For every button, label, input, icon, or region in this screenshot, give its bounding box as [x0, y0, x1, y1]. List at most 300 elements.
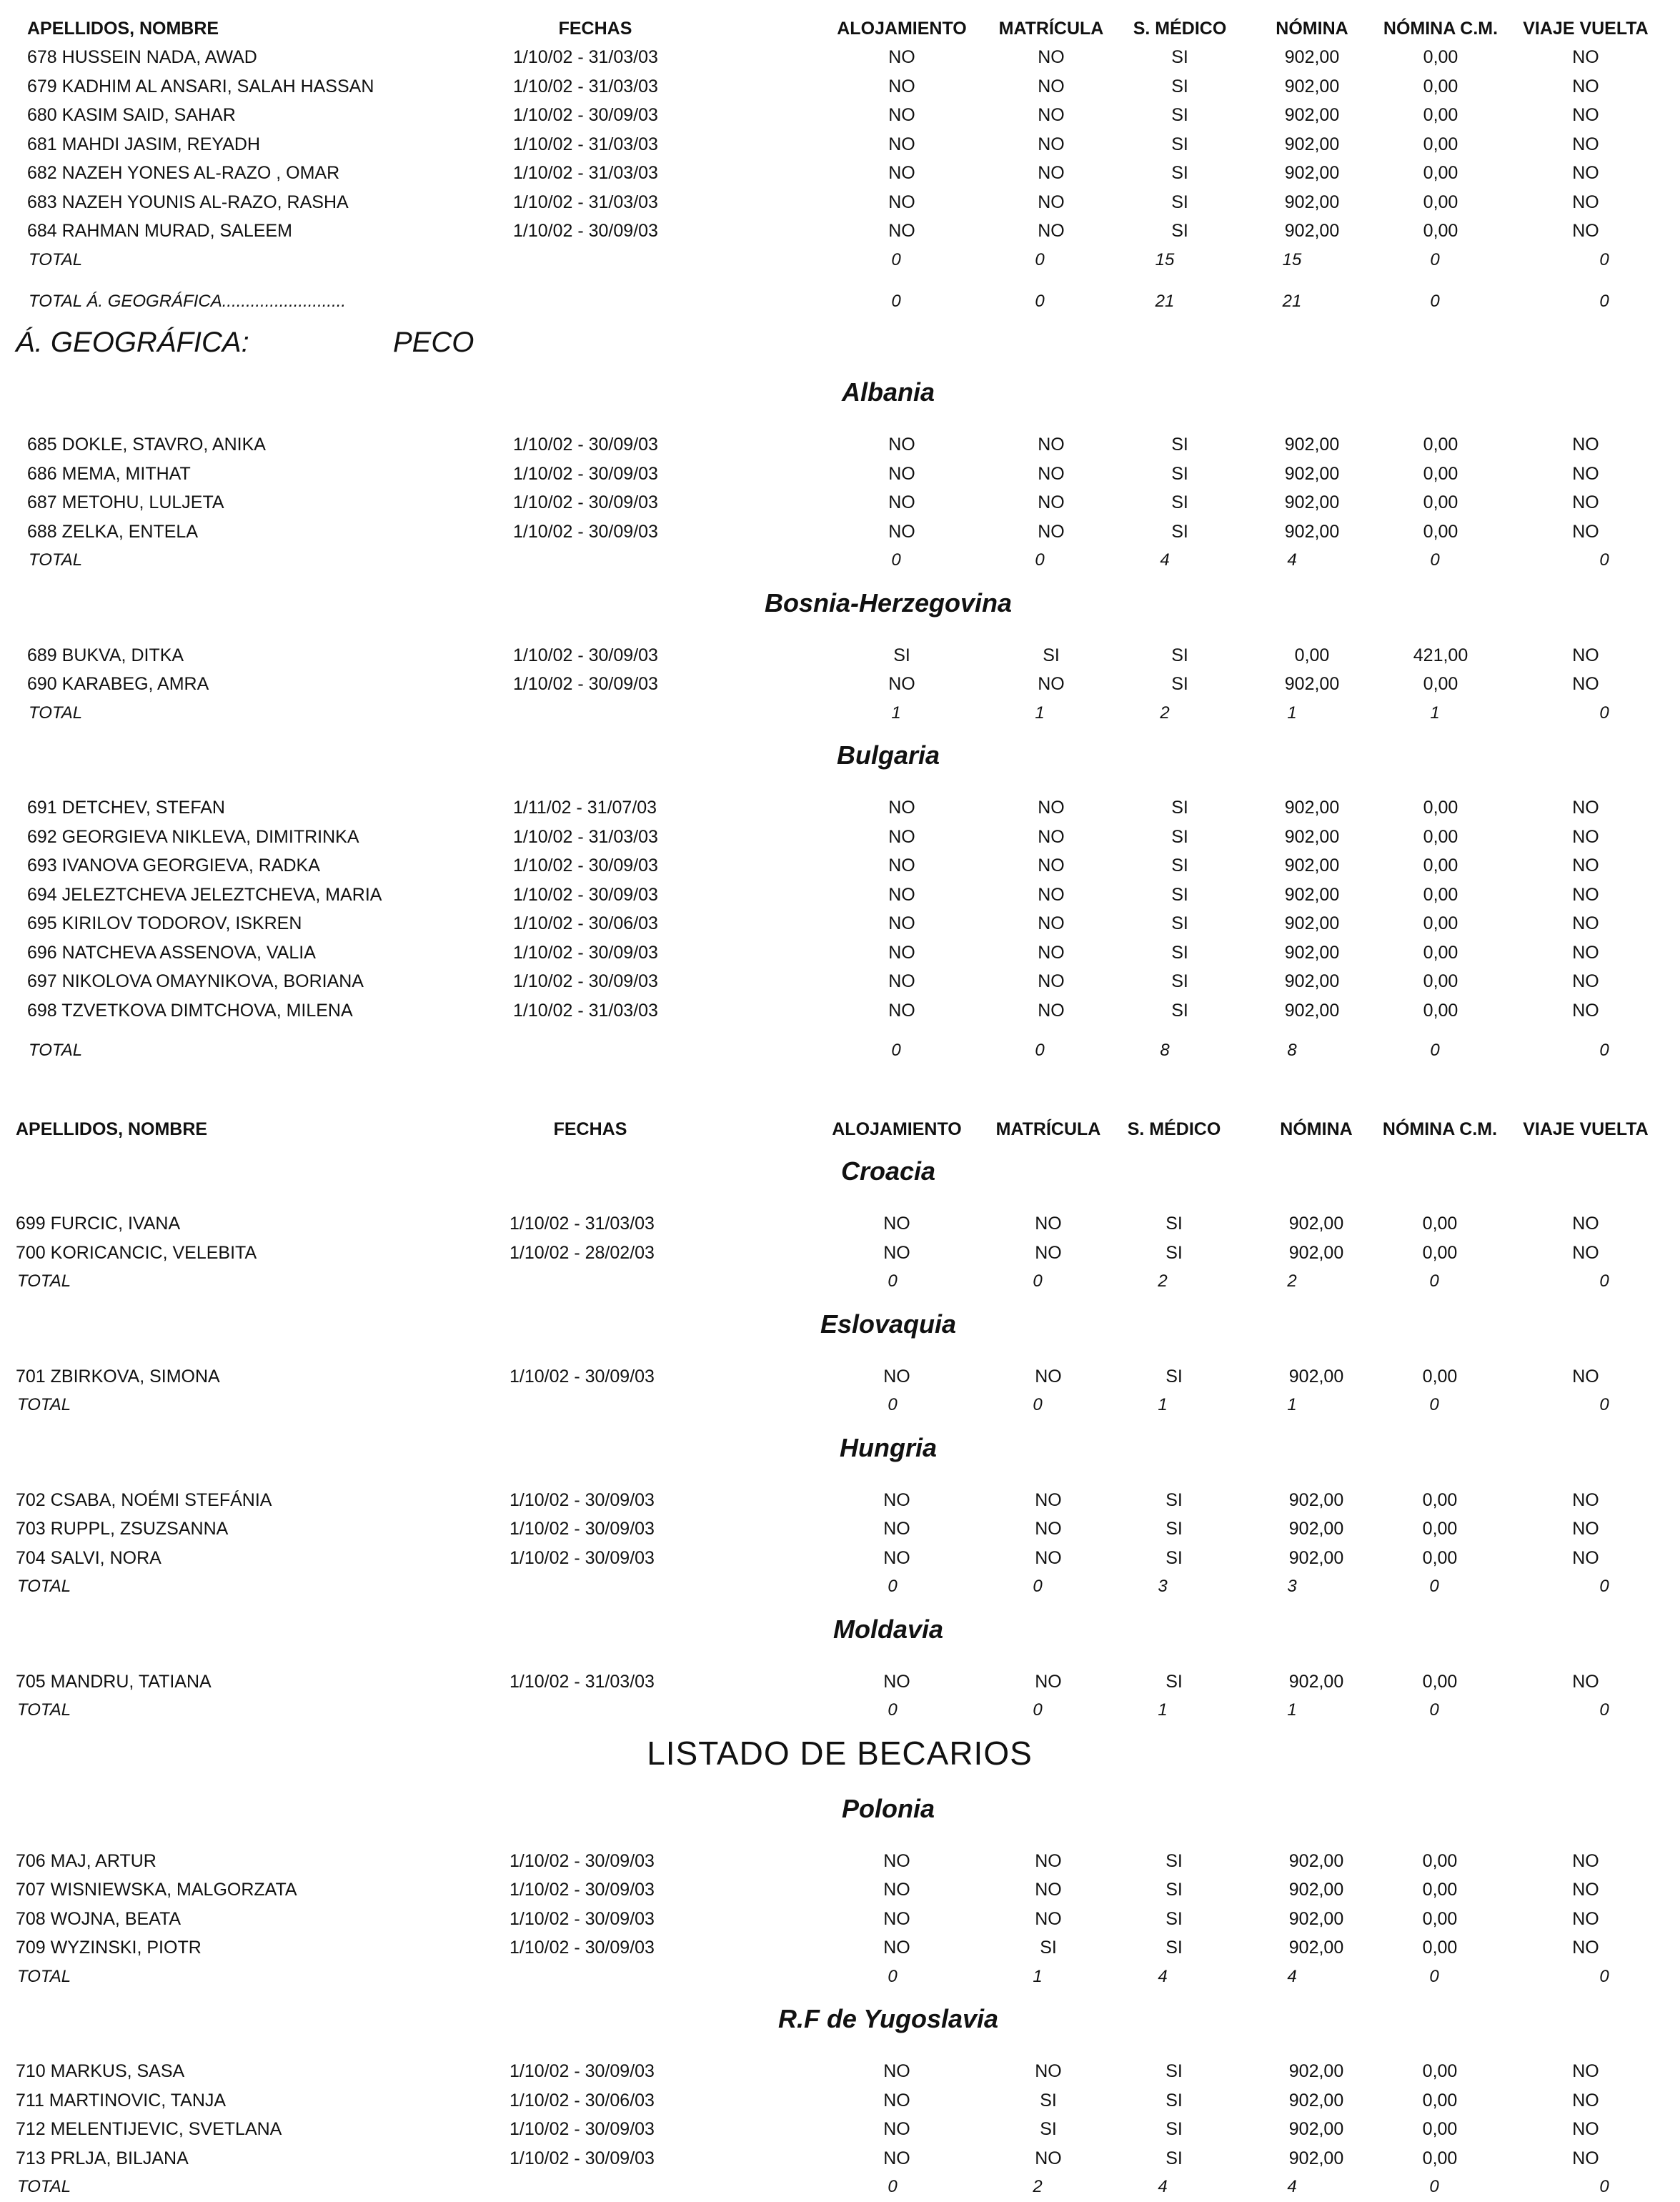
country-heading: [0, 1420, 1680, 1476]
cell-nomina: 902,00: [1288, 2090, 1344, 2111]
total-viaje: 0: [1599, 550, 1609, 570]
total-nomina: 4: [1287, 550, 1297, 570]
scholar-name: 692 GEORGIEVA NIKLEVA, DIMITRINKA: [27, 826, 359, 847]
cell-viaje: NO: [1572, 884, 1599, 905]
header-name: APELLIDOS, NOMBRE: [27, 19, 219, 39]
cell-alojamiento: NO: [883, 1366, 910, 1387]
total-matricula: 0: [1035, 550, 1045, 570]
cell-matricula: NO: [1035, 1366, 1062, 1387]
total-matricula: 0: [1035, 1041, 1045, 1060]
cell-viaje: NO: [1572, 1908, 1599, 1929]
total-nomina-cm: 0: [1429, 1577, 1439, 1596]
cell-viaje: NO: [1572, 798, 1599, 818]
country-name: Bulgaria: [836, 740, 940, 770]
cell-nomina: 902,00: [1284, 855, 1340, 876]
table-row: [0, 430, 1680, 460]
table-row: [0, 909, 1680, 938]
cell-alojamiento: NO: [888, 76, 915, 96]
cell-alojamiento: NO: [883, 1671, 910, 1692]
cell-viaje: NO: [1572, 134, 1599, 154]
header-smedico: S. MÉDICO: [1127, 1119, 1221, 1139]
cell-smedico: SI: [1165, 1214, 1183, 1234]
scholar-name: 712 MELENTIJEVIC, SVETLANA: [16, 2119, 282, 2139]
total-smedico: 4: [1158, 1966, 1168, 1986]
scholar-dates: 1/10/02 - 30/09/03: [510, 1489, 655, 1510]
cell-alojamiento: NO: [888, 105, 915, 125]
spacer: [0, 783, 1680, 793]
country-heading: [0, 1296, 1680, 1352]
scholar-name: 681 MAHDI JASIM, REYADH: [27, 134, 261, 154]
total-smedico: 4: [1158, 2177, 1168, 2196]
cell-matricula: NO: [1035, 1547, 1062, 1568]
countries-list-1: [0, 364, 1680, 1066]
cell-alojamiento: NO: [888, 798, 915, 818]
cell-matricula: SI: [1043, 645, 1060, 665]
cell-nomina: 902,00: [1288, 1214, 1344, 1234]
table-row: [0, 460, 1680, 489]
cell-viaje: NO: [1572, 2090, 1599, 2111]
country-heading: [0, 364, 1680, 420]
total-viaje: 0: [1599, 1700, 1609, 1720]
area-total-a: 0: [891, 292, 901, 311]
cell-matricula: NO: [1038, 884, 1065, 905]
scholar-dates: 1/10/02 - 30/09/03: [513, 855, 658, 876]
cell-smedico: SI: [1171, 913, 1188, 933]
cell-smedico: SI: [1171, 163, 1188, 183]
total-row: [0, 1036, 1680, 1066]
cell-matricula: NO: [1038, 855, 1065, 876]
scholar-dates: 1/10/02 - 30/06/03: [513, 913, 658, 933]
area-total-n: 21: [1282, 292, 1302, 311]
geo-area-label: Á. GEOGRÁFICA:: [16, 327, 249, 358]
cell-alojamiento: NO: [888, 163, 915, 183]
cell-nomina: 902,00: [1284, 221, 1340, 241]
cell-smedico: SI: [1165, 1242, 1183, 1263]
cell-smedico: SI: [1165, 1671, 1183, 1692]
table-row: [0, 641, 1680, 670]
total-nomina-cm: 0: [1430, 1041, 1440, 1060]
cell-alojamiento: NO: [888, 674, 915, 694]
cell-smedico: SI: [1171, 221, 1188, 241]
cell-matricula: SI: [1040, 2090, 1057, 2111]
scholar-dates: 1/10/02 - 30/09/03: [513, 435, 658, 455]
scholar-dates: 1/10/02 - 30/09/03: [510, 1938, 655, 1958]
total-alojamiento: 0: [888, 1966, 898, 1986]
total-matricula: 0: [1033, 1395, 1043, 1414]
scholar-dates: 1/10/02 - 30/09/03: [510, 2148, 655, 2168]
header-nomina: NÓMINA: [1276, 19, 1348, 39]
table-row: [0, 1875, 1680, 1905]
table-row: [0, 881, 1680, 910]
cell-matricula: NO: [1038, 134, 1065, 154]
scholar-name: 680 KASIM SAID, SAHAR: [27, 105, 236, 125]
scholar-name: 693 IVANOVA GEORGIEVA, RADKA: [27, 855, 320, 876]
scholar-name: 710 MARKUS, SASA: [16, 2061, 185, 2081]
cell-nomina: 902,00: [1288, 1671, 1344, 1692]
cell-nomina-cm: 0,00: [1423, 674, 1458, 694]
cell-matricula: NO: [1035, 1242, 1062, 1263]
cell-nomina-cm: 0,00: [1423, 105, 1458, 125]
table-row: [0, 670, 1680, 699]
cell-viaje: NO: [1572, 1880, 1599, 1900]
cell-nomina-cm: 0,00: [1422, 2061, 1458, 2081]
table-row: [0, 1362, 1680, 1392]
total-row: [0, 1572, 1680, 1602]
scholar-name: 687 METOHU, LULJETA: [27, 492, 224, 512]
total-row: [0, 1963, 1680, 1992]
scholar-name: 699 FURCIC, IVANA: [16, 1214, 181, 1234]
header-dates: FECHAS: [553, 1119, 627, 1139]
table-row: [0, 130, 1680, 159]
cell-alojamiento: NO: [888, 971, 915, 991]
cell-viaje: NO: [1572, 826, 1599, 847]
scholar-dates: 1/10/02 - 28/02/03: [510, 1242, 655, 1263]
cell-smedico: SI: [1171, 463, 1188, 484]
table-row: [0, 1905, 1680, 1934]
cell-nomina-cm: 0,00: [1423, 942, 1458, 963]
scholar-dates: 1/10/02 - 30/09/03: [513, 521, 658, 542]
scholar-name: 706 MAJ, ARTUR: [16, 1850, 156, 1871]
scholar-dates: 1/10/02 - 31/03/03: [513, 826, 658, 847]
cell-matricula: NO: [1038, 192, 1065, 212]
spacer: [0, 1025, 1680, 1036]
total-smedico: 15: [1155, 249, 1175, 269]
area-total-m: 0: [1035, 292, 1045, 311]
total-label: TOTAL: [17, 1395, 71, 1414]
scholar-name: 684 RAHMAN MURAD, SALEEM: [27, 221, 292, 241]
total-nomina: 1: [1287, 1700, 1297, 1720]
cell-viaje: NO: [1572, 674, 1599, 694]
table-row: [0, 101, 1680, 130]
total-alojamiento: 0: [888, 1577, 898, 1596]
cell-smedico: SI: [1171, 492, 1188, 512]
total-smedico: 1: [1158, 1700, 1168, 1720]
total-smedico: 2: [1160, 703, 1170, 723]
cell-alojamiento: NO: [883, 1880, 910, 1900]
cell-nomina-cm: 0,00: [1422, 1671, 1458, 1692]
total-row: [0, 1391, 1680, 1420]
table-row: [0, 1239, 1680, 1268]
cell-nomina: 902,00: [1288, 1908, 1344, 1929]
cell-nomina-cm: 0,00: [1423, 798, 1458, 818]
cell-nomina: 902,00: [1284, 163, 1340, 183]
table-row: [0, 938, 1680, 968]
cell-viaje: NO: [1572, 1671, 1599, 1692]
cell-nomina-cm: 0,00: [1423, 1000, 1458, 1021]
cell-matricula: NO: [1035, 1489, 1062, 1510]
cell-nomina: 0,00: [1294, 645, 1330, 665]
scholar-dates: 1/10/02 - 30/09/03: [513, 463, 658, 484]
cell-matricula: NO: [1038, 1000, 1065, 1021]
header-matricula: MATRÍCULA: [995, 1119, 1101, 1139]
table-row: [0, 43, 1680, 72]
cell-smedico: SI: [1165, 1938, 1183, 1958]
cell-nomina: 902,00: [1288, 1850, 1344, 1871]
cell-alojamiento: NO: [888, 47, 915, 67]
cell-alojamiento: NO: [888, 942, 915, 963]
cell-smedico: SI: [1165, 1366, 1183, 1387]
total-nomina-cm: 0: [1430, 550, 1440, 570]
cell-matricula: NO: [1038, 435, 1065, 455]
total-matricula: 2: [1033, 2177, 1043, 2196]
total-label: TOTAL: [17, 1271, 71, 1291]
total-smedico: 2: [1158, 1271, 1168, 1291]
cell-viaje: NO: [1572, 1519, 1599, 1539]
table-row: [0, 2057, 1680, 2086]
table-row: [0, 967, 1680, 996]
cell-nomina-cm: 0,00: [1423, 913, 1458, 933]
cell-nomina-cm: 0,00: [1422, 1214, 1458, 1234]
cell-smedico: SI: [1165, 2090, 1183, 2111]
cell-smedico: SI: [1171, 674, 1188, 694]
total-viaje: 0: [1599, 1966, 1609, 1986]
header-viaje: VIAJE VUELTA: [1523, 1119, 1649, 1139]
cell-nomina: 902,00: [1284, 134, 1340, 154]
spacer: [0, 1352, 1680, 1362]
cell-viaje: NO: [1572, 913, 1599, 933]
scholar-dates: 1/10/02 - 30/09/03: [510, 1850, 655, 1871]
scholar-name: 702 CSABA, NOÉMI STEFÁNIA: [16, 1489, 272, 1510]
cell-matricula: SI: [1040, 2119, 1057, 2139]
scholar-name: 698 TZVETKOVA DIMTCHOVA, MILENA: [27, 1000, 353, 1021]
cell-nomina-cm: 0,00: [1422, 1547, 1458, 1568]
cell-nomina-cm: 0,00: [1422, 1519, 1458, 1539]
cell-viaje: NO: [1572, 1242, 1599, 1263]
cell-nomina: 902,00: [1284, 463, 1340, 484]
scholar-dates: 1/10/02 - 31/03/03: [510, 1214, 655, 1234]
scholar-name: 709 WYZINSKI, PIOTR: [16, 1938, 202, 1958]
countries-list-3: [0, 1781, 1680, 2202]
cell-nomina: 902,00: [1284, 521, 1340, 542]
header-alojamiento: ALOJAMIENTO: [832, 1119, 962, 1139]
spacer: [0, 1476, 1680, 1486]
cell-nomina-cm: 0,00: [1422, 1366, 1458, 1387]
total-row: [0, 546, 1680, 575]
table-row: [0, 851, 1680, 881]
scholar-dates: 1/10/02 - 31/03/03: [513, 76, 658, 96]
cell-alojamiento: NO: [883, 1908, 910, 1929]
table-row: [0, 1667, 1680, 1697]
table-row: [0, 1514, 1680, 1544]
scholar-dates: 1/10/02 - 30/09/03: [510, 1366, 655, 1387]
cell-smedico: SI: [1165, 1908, 1183, 1929]
scholar-name: 690 KARABEG, AMRA: [27, 674, 209, 694]
scholar-name: 691 DETCHEV, STEFAN: [27, 798, 225, 818]
total-viaje: 0: [1599, 703, 1609, 723]
scholar-name: 707 WISNIEWSKA, MALGORZATA: [16, 1880, 297, 1900]
total-row: [0, 246, 1680, 275]
total-alojamiento: 1: [891, 703, 901, 723]
cell-matricula: NO: [1038, 163, 1065, 183]
country-heading: [0, 1602, 1680, 1657]
table-row: [0, 72, 1680, 101]
total-nomina-cm: 0: [1429, 1271, 1439, 1291]
scholar-name: 696 NATCHEVA ASSENOVA, VALIA: [27, 942, 316, 963]
cell-matricula: NO: [1038, 971, 1065, 991]
cell-nomina-cm: 0,00: [1423, 134, 1458, 154]
total-nomina: 1: [1287, 1395, 1297, 1414]
cell-smedico: SI: [1171, 645, 1188, 665]
cell-matricula: NO: [1035, 1214, 1062, 1234]
spacer: [0, 1657, 1680, 1667]
cell-smedico: SI: [1171, 855, 1188, 876]
cell-matricula: NO: [1035, 1880, 1062, 1900]
scholar-dates: 1/10/02 - 30/09/03: [513, 971, 658, 991]
total-nomina: 15: [1282, 249, 1302, 269]
cell-smedico: SI: [1171, 1000, 1188, 1021]
cell-nomina: 902,00: [1284, 826, 1340, 847]
scholar-name: 708 WOJNA, BEATA: [16, 1908, 182, 1929]
cell-matricula: NO: [1038, 492, 1065, 512]
page-section-1: [0, 14, 1680, 1066]
country-name: Eslovaquia: [820, 1309, 957, 1339]
total-matricula: 0: [1035, 249, 1045, 269]
country-heading: [0, 1991, 1680, 2047]
scholar-name: 694 JELEZTCHEVA JELEZTCHEVA, MARIA: [27, 884, 382, 905]
spacer: [0, 2047, 1680, 2057]
spacer: [0, 1837, 1680, 1847]
scholar-name: 704 SALVI, NORA: [16, 1547, 161, 1568]
cell-alojamiento: NO: [883, 2148, 910, 2168]
total-nomina: 4: [1287, 2177, 1297, 2196]
scholar-dates: 1/10/02 - 30/09/03: [510, 2119, 655, 2139]
total-matricula: 0: [1033, 1271, 1043, 1291]
country-name: Moldavia: [832, 1614, 944, 1644]
total-label: TOTAL: [17, 1577, 71, 1596]
table-row: [0, 517, 1680, 547]
cell-viaje: NO: [1572, 855, 1599, 876]
cell-smedico: SI: [1165, 1547, 1183, 1568]
cell-nomina-cm: 0,00: [1423, 76, 1458, 96]
total-row: [0, 699, 1680, 728]
cell-nomina: 902,00: [1284, 1000, 1340, 1021]
area-total-ncm: 0: [1430, 292, 1440, 311]
total-alojamiento: 0: [888, 2177, 898, 2196]
cell-nomina-cm: 0,00: [1423, 826, 1458, 847]
cell-nomina-cm: 0,00: [1422, 1850, 1458, 1871]
cell-alojamiento: NO: [888, 1000, 915, 1021]
area-total-v: 0: [1599, 292, 1609, 311]
header-name: APELLIDOS, NOMBRE: [16, 1119, 208, 1139]
scholar-dates: 1/10/02 - 31/03/03: [513, 47, 658, 67]
scholar-dates: 1/10/02 - 30/09/03: [513, 221, 658, 241]
total-nomina: 2: [1287, 1271, 1297, 1291]
table-row: [0, 823, 1680, 852]
cell-matricula: NO: [1038, 221, 1065, 241]
cell-viaje: NO: [1572, 47, 1599, 67]
cell-alojamiento: NO: [883, 1489, 910, 1510]
country-name: Polonia: [841, 1793, 935, 1823]
cell-alojamiento: NO: [888, 855, 915, 876]
scholar-dates: 1/10/02 - 30/09/03: [513, 645, 658, 665]
area-total-label: TOTAL Á. GEOGRÁFICA..........................: [29, 292, 347, 311]
scholar-name: 689 BUKVA, DITKA: [27, 645, 184, 665]
table-row: [0, 2086, 1680, 2116]
cell-nomina-cm: 0,00: [1423, 971, 1458, 991]
cell-viaje: NO: [1572, 105, 1599, 125]
table-row: [0, 2115, 1680, 2144]
cell-viaje: NO: [1572, 1489, 1599, 1510]
geo-area-heading: [0, 320, 1680, 364]
cell-nomina-cm: 0,00: [1423, 163, 1458, 183]
total-viaje: 0: [1599, 1271, 1609, 1291]
listado-title: LISTADO DE BECARIOS: [647, 1734, 1033, 1772]
cell-viaje: NO: [1572, 1366, 1599, 1387]
cell-nomina: 902,00: [1284, 942, 1340, 963]
cell-nomina: 902,00: [1288, 1242, 1344, 1263]
table-row: [0, 1544, 1680, 1573]
scholar-name: 686 MEMA, MITHAT: [27, 463, 191, 484]
total-alojamiento: 0: [888, 1271, 898, 1291]
cell-viaje: NO: [1572, 1000, 1599, 1021]
cell-nomina: 902,00: [1284, 884, 1340, 905]
cell-nomina: 902,00: [1284, 435, 1340, 455]
cell-nomina: 902,00: [1284, 674, 1340, 694]
area-total-row: [0, 284, 1680, 320]
total-alojamiento: 0: [888, 1700, 898, 1720]
total-alojamiento: 0: [888, 1395, 898, 1414]
cell-matricula: NO: [1035, 1908, 1062, 1929]
cell-nomina: 902,00: [1284, 76, 1340, 96]
cell-smedico: SI: [1171, 435, 1188, 455]
cell-nomina: 902,00: [1288, 2119, 1344, 2139]
total-viaje: 0: [1599, 2177, 1609, 2196]
cell-alojamiento: NO: [888, 435, 915, 455]
spacer: [0, 631, 1680, 641]
total-smedico: 3: [1158, 1577, 1168, 1596]
cell-nomina-cm: 0,00: [1422, 2148, 1458, 2168]
cell-nomina-cm: 0,00: [1423, 221, 1458, 241]
total-nomina-cm: 0: [1429, 1966, 1439, 1986]
cell-nomina: 902,00: [1284, 492, 1340, 512]
table-row: [0, 188, 1680, 217]
total-nomina: 8: [1287, 1041, 1297, 1060]
cell-nomina-cm: 0,00: [1423, 47, 1458, 67]
countries-list-2: [0, 1144, 1680, 1725]
geo-area-name: PECO: [393, 327, 474, 358]
total-label: TOTAL: [29, 1041, 83, 1060]
cell-smedico: SI: [1171, 76, 1188, 96]
country-heading: [0, 728, 1680, 783]
total-nomina-cm: 0: [1429, 1395, 1439, 1414]
total-alojamiento: 0: [891, 550, 901, 570]
cell-matricula: NO: [1038, 798, 1065, 818]
table-row: [0, 488, 1680, 517]
cell-viaje: NO: [1572, 2061, 1599, 2081]
scholar-dates: 1/10/02 - 30/09/03: [510, 1908, 655, 1929]
cell-nomina-cm: 0,00: [1422, 1908, 1458, 1929]
header-dates: FECHAS: [558, 19, 632, 39]
scholar-dates: 1/10/02 - 30/09/03: [513, 884, 658, 905]
scholar-dates: 1/11/02 - 31/07/03: [513, 798, 657, 818]
cell-nomina-cm: 0,00: [1422, 1880, 1458, 1900]
cell-viaje: NO: [1572, 942, 1599, 963]
cell-alojamiento: NO: [883, 2119, 910, 2139]
cell-alojamiento: NO: [883, 1242, 910, 1263]
cell-alojamiento: NO: [883, 1938, 910, 1958]
cell-viaje: NO: [1572, 1850, 1599, 1871]
total-matricula: 0: [1033, 1577, 1043, 1596]
header-matricula: MATRÍCULA: [998, 19, 1104, 39]
area-total-s: 21: [1155, 292, 1175, 311]
scholar-dates: 1/10/02 - 30/09/03: [510, 2061, 655, 2081]
spacer: [0, 1199, 1680, 1209]
cell-nomina-cm: 0,00: [1422, 1242, 1458, 1263]
cell-viaje: NO: [1572, 971, 1599, 991]
cell-matricula: NO: [1035, 1519, 1062, 1539]
column-header-row: [0, 14, 1680, 43]
scholar-name: 701 ZBIRKOVA, SIMONA: [16, 1366, 220, 1387]
